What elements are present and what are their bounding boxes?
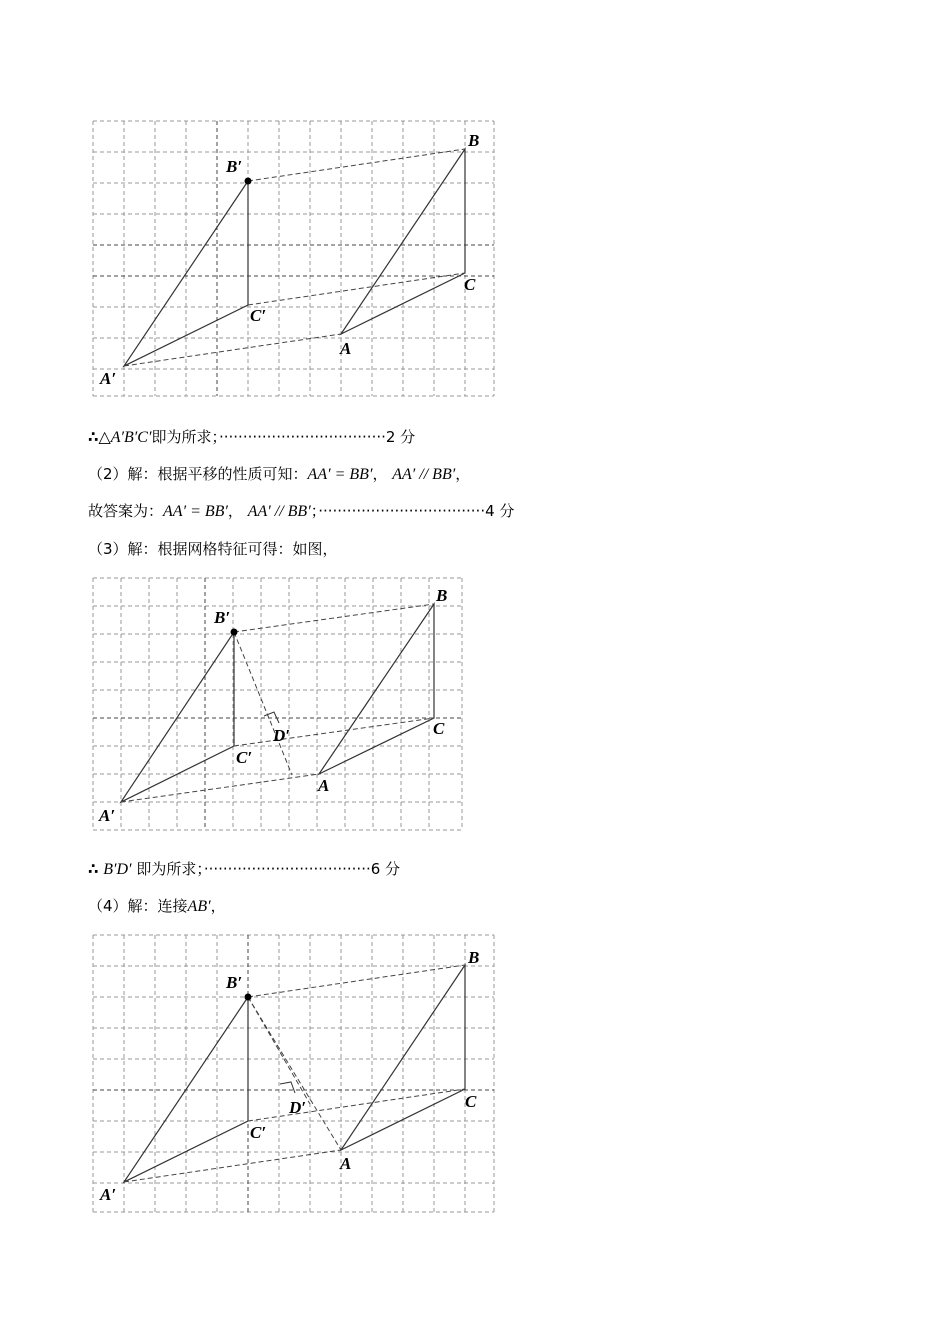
grid — [93, 935, 494, 1212]
label-a: A — [340, 339, 352, 358]
label-b1: B′ — [226, 157, 243, 176]
grid — [93, 578, 462, 830]
label-c: C — [464, 275, 476, 294]
point-b1 — [245, 178, 252, 185]
label-b: B — [436, 586, 448, 605]
label-c: C — [433, 719, 445, 738]
label-c1: C′ — [236, 748, 253, 767]
label-c1: C′ — [250, 306, 267, 325]
translation-lines — [124, 149, 465, 366]
line-4: （3）解：根据网格特征可得：如图， — [88, 540, 338, 558]
label-b: B — [468, 948, 480, 967]
point-b1 — [245, 994, 252, 1001]
label-d1: D′ — [273, 726, 291, 745]
line-1: ∴△A′B′C′即为所求；···································2 分 — [88, 428, 416, 446]
line-6: （4）解：连接AB′， — [88, 897, 226, 915]
label-a: A — [318, 776, 330, 795]
label-a: A — [340, 1154, 352, 1173]
line-5: ∴ B′D′ 即为所求；···································6 分 — [88, 860, 401, 878]
label-b: B — [468, 131, 480, 150]
figure-1 — [90, 118, 500, 400]
axis-dark-grid — [93, 935, 494, 1212]
point-b1 — [231, 629, 238, 636]
label-a1: A′ — [100, 1185, 117, 1204]
label-c1: C′ — [250, 1123, 267, 1142]
translation-lines — [124, 965, 465, 1182]
label-c: C — [465, 1092, 477, 1111]
figure-3 — [90, 932, 500, 1216]
triangle-abc — [319, 604, 434, 774]
line-2: （2）解：根据平移的性质可知：AA′ = BB′， AA′ // BB′， — [88, 465, 471, 483]
label-b1: B′ — [226, 973, 243, 992]
axis-dark-grid — [93, 578, 462, 830]
label-a1: A′ — [99, 806, 116, 825]
right-angle-mark — [280, 1082, 295, 1093]
label-b1: B′ — [214, 608, 231, 627]
label-a1: A′ — [100, 369, 117, 388]
figure-2 — [90, 575, 468, 835]
label-d1: D′ — [289, 1098, 307, 1117]
line-3: 故答案为：AA′ = BB′， AA′ // BB′；···································4 分 — [88, 502, 515, 520]
grid — [93, 121, 494, 396]
